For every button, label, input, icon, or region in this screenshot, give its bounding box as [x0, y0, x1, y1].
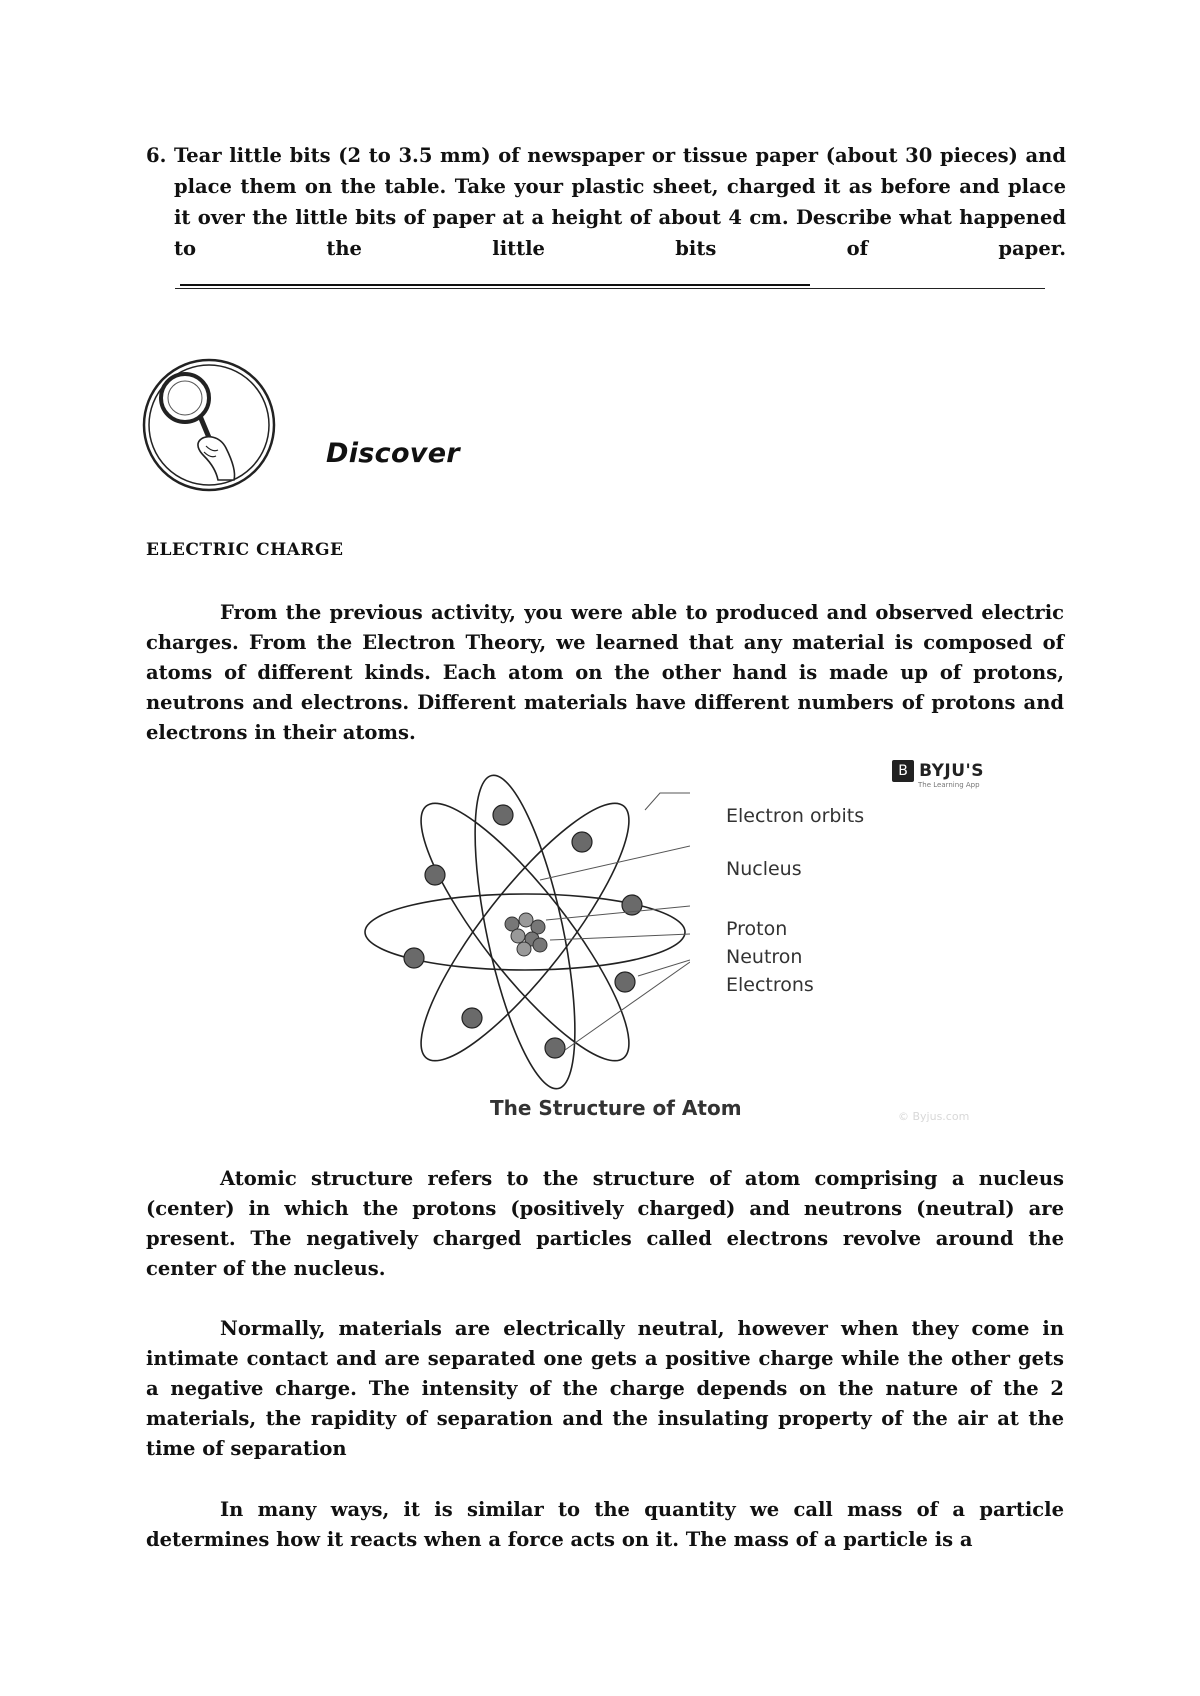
label-electrons: Electrons — [726, 974, 814, 996]
label-proton: Proton — [726, 918, 788, 940]
electron — [493, 805, 513, 825]
orbit-diagonal-1 — [393, 780, 656, 1084]
paragraph-atomic-structure: Atomic structure refers to the structure of atom comprising a nucleus (center) in which the protons (positively charged) and neutrons (neutral) are present. The negatively charged particles called electrons revolve around the center of the nucleus. — [146, 1167, 1064, 1280]
label-neutron: Neutron — [726, 946, 803, 968]
electron — [425, 865, 445, 885]
electron — [404, 948, 424, 968]
electron — [615, 972, 635, 992]
answer-line-2[interactable] — [175, 288, 1045, 289]
byjus-logo — [892, 760, 985, 789]
atom-diagram — [360, 760, 690, 1100]
electron — [545, 1038, 565, 1058]
paragraph-neutral-materials: Normally, materials are electrically neutral, however when they come in intimate contact and are separated one gets a positive charge while the other gets a negative charge. The intensity of the charge depends on the nature of the 2 materials, the rapidity of separation and the insulating property of the air at the time of separation — [146, 1317, 1064, 1460]
question-number: 6. — [146, 144, 167, 167]
figure-caption: The Structure of Atom — [490, 1096, 742, 1120]
leader-electron-orbits — [645, 793, 690, 810]
nucleus-particle — [511, 929, 525, 943]
leader-proton — [546, 906, 690, 920]
answer-line-1[interactable] — [180, 264, 810, 286]
electron — [572, 832, 592, 852]
paragraph-electron-theory: From the previous activity, you were able to produced and observed electric charges. From the Electron Theory, we learned that any material is composed of atoms of different kinds. Each atom on the other hand is made up of protons, neutrons and electrons. Different materials have different numbers of protons and electrons in their atoms. — [146, 601, 1064, 744]
paragraph-mass-analogy: In many ways, it is similar to the quantity we call mass of a particle determines how it reacts when a force acts on it. The mass of a particle is a — [146, 1498, 1064, 1551]
leader-neutron — [550, 934, 690, 940]
leader-nucleus — [540, 846, 690, 880]
byjus-logo-mark: B — [892, 760, 914, 782]
brand-tagline: The Learning App — [918, 781, 980, 789]
electron — [462, 1008, 482, 1028]
question-6 — [146, 140, 1066, 295]
section-heading: ELECTRIC CHARGE — [146, 540, 344, 560]
discover-title: Discover — [326, 438, 460, 469]
label-nucleus: Nucleus — [726, 858, 802, 880]
question-text: Tear little bits (2 to 3.5 mm) of newspaper or tissue paper (about 30 pieces) and place them on the table. Take your plastic sheet, charged it as before and place it over the little bits of paper at a height of about 4 cm. Describe what happened to the little bits of paper. — [174, 144, 1066, 260]
nucleus-particle — [533, 938, 547, 952]
label-electron-orbits: Electron orbits — [726, 805, 865, 827]
brand-name: BYJU'S — [919, 761, 985, 781]
figure-watermark: © Byjus.com — [898, 1110, 970, 1123]
magnifying-glass-icon — [140, 356, 278, 494]
orbit-diagonal-2 — [393, 780, 656, 1084]
nucleus-particle — [517, 942, 531, 956]
orbit-vertical — [455, 768, 596, 1097]
